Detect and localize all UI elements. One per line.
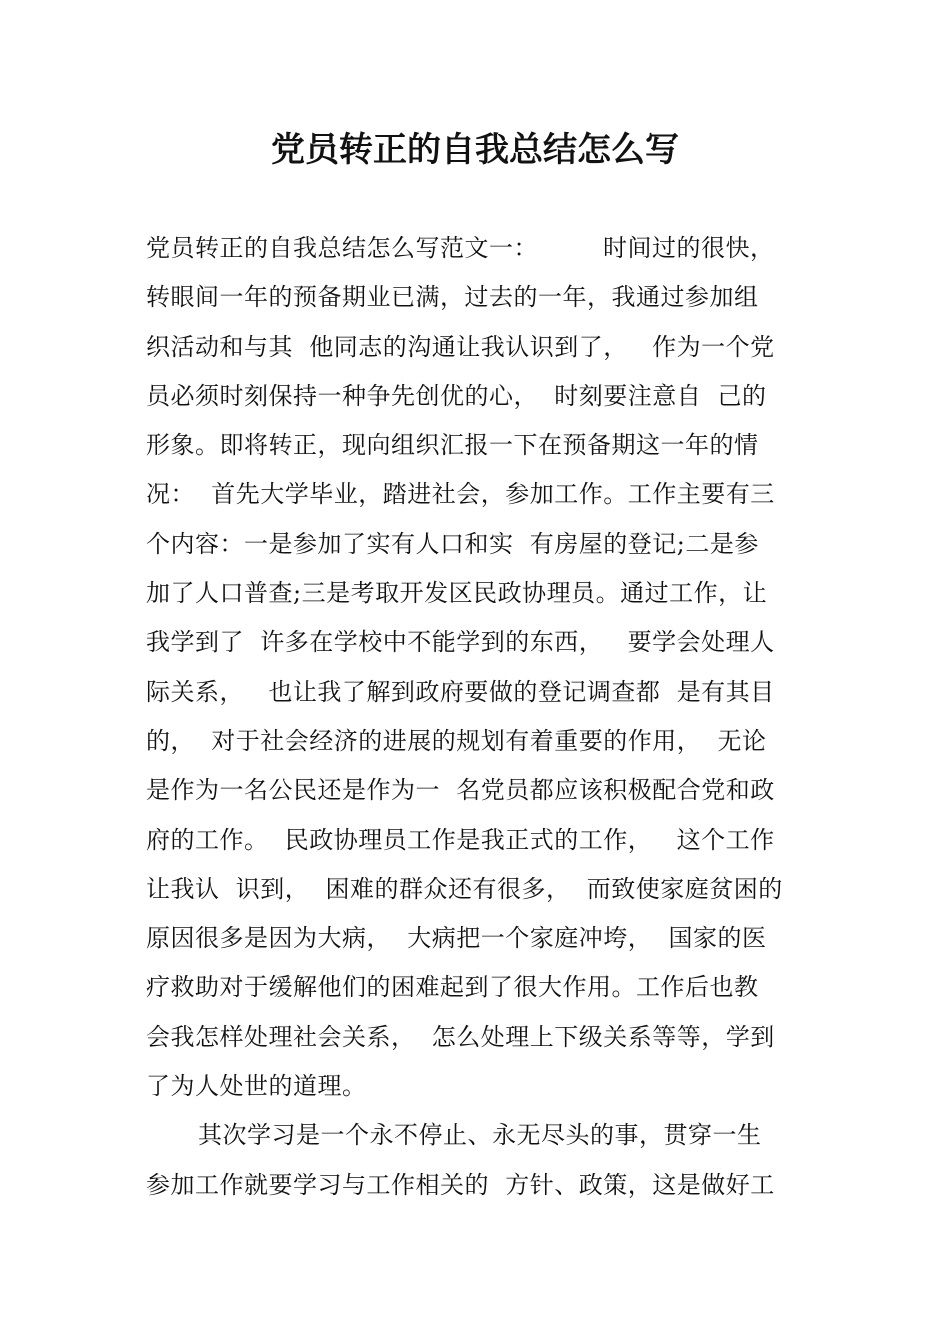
text-line: 了为人处世的道理。: [146, 1072, 367, 1101]
text-line: 际关系， 也让我了解到政府要做的登记调查都 是有其目: [146, 677, 775, 706]
text-line: 参加工作就要学习与工作相关的 方针、政策，这是做好工: [146, 1170, 775, 1199]
document-title: 党员转正的自我总结怎么写: [271, 130, 679, 170]
text-line: 让我认 识到， 困难的群众还有很多， 而致使家庭贫困的: [146, 874, 783, 903]
text-line: 是作为一名公民还是作为一 名党员都应该积极配合党和政: [146, 776, 775, 805]
text-line: 加了人口普查;三是考取开发区民政协理员。通过工作，让: [146, 579, 768, 608]
text-line: 况： 首先大学毕业，踏进社会，参加工作。工作主要有三: [146, 480, 775, 509]
text-line: 个内容：一是参加了实有人口和实 有房屋的登记;二是参: [146, 529, 759, 558]
text-line: 转眼间一年的预备期业已满，过去的一年，我通过参加组: [146, 283, 759, 312]
text-line: 形象。即将转正，现向组织汇报一下在预备期这一年的情: [146, 431, 759, 460]
text-line: 原因很多是因为大病， 大病把一个家庭冲垮， 国家的医: [146, 924, 767, 953]
paragraph-first-line: 其次学习是一个永不停止、永无尽头的事，贯穿一生: [198, 1121, 762, 1150]
document-body: [146, 224, 806, 1210]
text-line: 党员转正的自我总结怎么写范文一： 时间过的很快，: [146, 234, 775, 262]
text-line: 织活动和与其 他同志的沟通让我认识到了， 作为一个党: [146, 332, 775, 361]
text-line: 疗救助对于缓解他们的困难起到了很大作用。工作后也教: [146, 973, 759, 1002]
text-line: 府的工作。 民政协理员工作是我正式的工作， 这个工作: [146, 825, 775, 854]
text-line: 我学到了 许多在学校中不能学到的东西， 要学会处理人: [146, 628, 775, 657]
text-line: 员必须时刻保持一种争先创优的心， 时刻要注意自 己的: [146, 381, 767, 410]
text-line: 的， 对于社会经济的进展的规划有着重要的作用， 无论: [146, 726, 767, 755]
text-line: 会我怎样处理社会关系， 怎么处理上下级关系等等，学到: [146, 1022, 775, 1051]
